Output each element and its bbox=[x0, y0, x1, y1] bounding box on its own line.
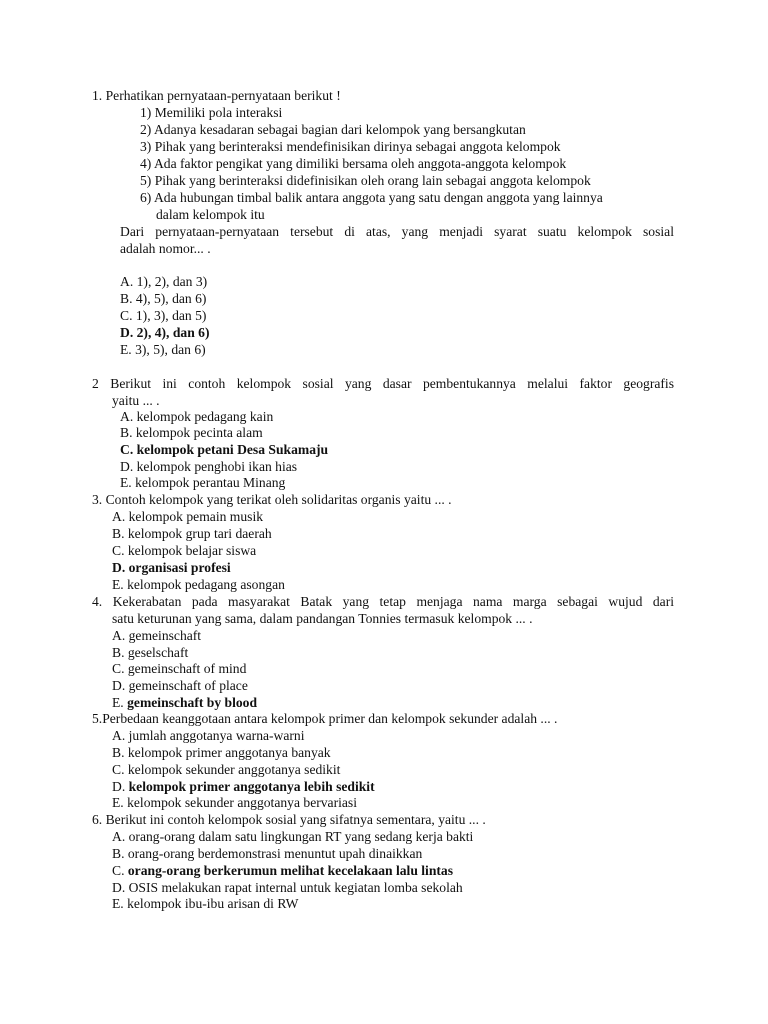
question-2-option-a: A. kelompok pedagang kain bbox=[120, 409, 274, 424]
statement-1: 1) Memiliki pola interaksi bbox=[140, 105, 283, 120]
question-2-option-c-answer: C. kelompok petani Desa Sukamaju bbox=[120, 442, 329, 457]
statement-4: 4) Ada faktor pengikat yang dimiliki bersama oleh anggota-anggota kelompok bbox=[140, 156, 567, 171]
statement-6-continued: dalam kelompok itu bbox=[156, 207, 265, 222]
question-5-option-b: B. kelompok primer anggotanya banyak bbox=[112, 745, 331, 760]
question-1-prompt-line-2: adalah nomor... . bbox=[120, 241, 211, 256]
question-4-option-e-answer: gemeinschaft by blood bbox=[127, 695, 258, 710]
question-4-stem-line-1: 4. Kekerabatan pada masyarakat Batak yang tetap menjaga nama marga sebagai wujud dari bbox=[92, 594, 674, 609]
question-6-option-d: D. OSIS melakukan rapat internal untuk kegiatan lomba sekolah bbox=[112, 880, 463, 895]
question-3-option-c: C. kelompok belajar siswa bbox=[112, 543, 257, 558]
question-5-option-d bbox=[112, 779, 375, 796]
question-1-option-d-answer: D. 2), 4), dan 6) bbox=[120, 325, 210, 340]
question-5-option-e: E. kelompok sekunder anggotanya bervariasi bbox=[112, 795, 357, 810]
question-6-option-c-answer: orang-orang berkerumun melihat kecelakaan lalu lintas bbox=[127, 863, 454, 878]
question-2-stem-line-1: 2 Berikut ini contoh kelompok sosial yang dasar pembentukannya melalui faktor geografis bbox=[92, 376, 674, 391]
question-3-option-e: E. kelompok pedagang asongan bbox=[112, 577, 285, 592]
question-6-option-c bbox=[112, 863, 453, 880]
question-3-stem: 3. Contoh kelompok yang terikat oleh solidaritas organis yaitu ... . bbox=[92, 492, 452, 507]
statement-2: 2) Adanya kesadaran sebagai bagian dari kelompok yang bersangkutan bbox=[140, 122, 526, 137]
question-4-option-c: C. gemeinschaft of mind bbox=[112, 661, 247, 676]
question-2-option-e: E. kelompok perantau Minang bbox=[120, 475, 286, 490]
question-1-option-a: A. 1), 2), dan 3) bbox=[120, 274, 208, 289]
question-1-option-b: B. 4), 5), dan 6) bbox=[120, 291, 207, 306]
statement-5: 5) Pihak yang berinteraksi didefinisikan oleh orang lain sebagai anggota kelompok bbox=[140, 173, 591, 188]
question-6-stem: 6. Berikut ini contoh kelompok sosial yang sifatnya sementara, yaitu ... . bbox=[92, 812, 486, 827]
question-3-option-d-answer: D. organisasi profesi bbox=[112, 560, 231, 575]
statement-6: 6) Ada hubungan timbal balik antara anggota yang satu dengan anggota yang lainnya bbox=[140, 190, 603, 205]
option-letter: E. bbox=[112, 695, 124, 710]
question-1-stem: 1. Perhatikan pernyataan-pernyataan berikut ! bbox=[92, 88, 341, 103]
question-6-option-e: E. kelompok ibu-ibu arisan di RW bbox=[112, 896, 299, 911]
question-1-prompt-line-1: Dari pernyataan-pernyataan tersebut di atas, yang menjadi syarat suatu kelompok sosial bbox=[120, 224, 674, 239]
question-2-option-d: D. kelompok penghobi ikan hias bbox=[120, 459, 298, 474]
option-letter: D. bbox=[112, 779, 126, 794]
question-6-option-b: B. orang-orang berdemonstrasi menuntut upah dinaikkan bbox=[112, 846, 423, 861]
question-4-option-d: D. gemeinschaft of place bbox=[112, 678, 248, 693]
question-5-stem: 5.Perbedaan keanggotaan antara kelompok primer dan kelompok sekunder adalah ... . bbox=[92, 711, 558, 726]
option-letter: C. bbox=[112, 863, 125, 878]
question-5-option-d-answer: kelompok primer anggotanya lebih sedikit bbox=[128, 779, 375, 794]
question-3-option-a: A. kelompok pemain musik bbox=[112, 509, 264, 524]
question-4-option-b: B. geselschaft bbox=[112, 645, 189, 660]
question-6-option-a: A. orang-orang dalam satu lingkungan RT yang sedang kerja bakti bbox=[112, 829, 474, 844]
question-2-option-b: B. kelompok pecinta alam bbox=[120, 425, 263, 440]
question-5-option-a: A. jumlah anggotanya warna-warni bbox=[112, 728, 305, 743]
question-5-option-c: C. kelompok sekunder anggotanya sedikit bbox=[112, 762, 341, 777]
question-2-stem-line-2: yaitu ... . bbox=[112, 393, 160, 408]
question-4-option-a: A. gemeinschaft bbox=[112, 628, 202, 643]
question-1-option-e: E. 3), 5), dan 6) bbox=[120, 342, 206, 357]
question-4-stem-line-2: satu keturunan yang sama, dalam pandangan Tonnies termasuk kelompok ... . bbox=[112, 611, 533, 626]
statement-3: 3) Pihak yang berinteraksi mendefinisikan dirinya sebagai anggota kelompok bbox=[140, 139, 561, 154]
question-4-option-e bbox=[112, 695, 257, 712]
question-1-option-c: C. 1), 3), dan 5) bbox=[120, 308, 207, 323]
question-3-option-b: B. kelompok grup tari daerah bbox=[112, 526, 272, 541]
